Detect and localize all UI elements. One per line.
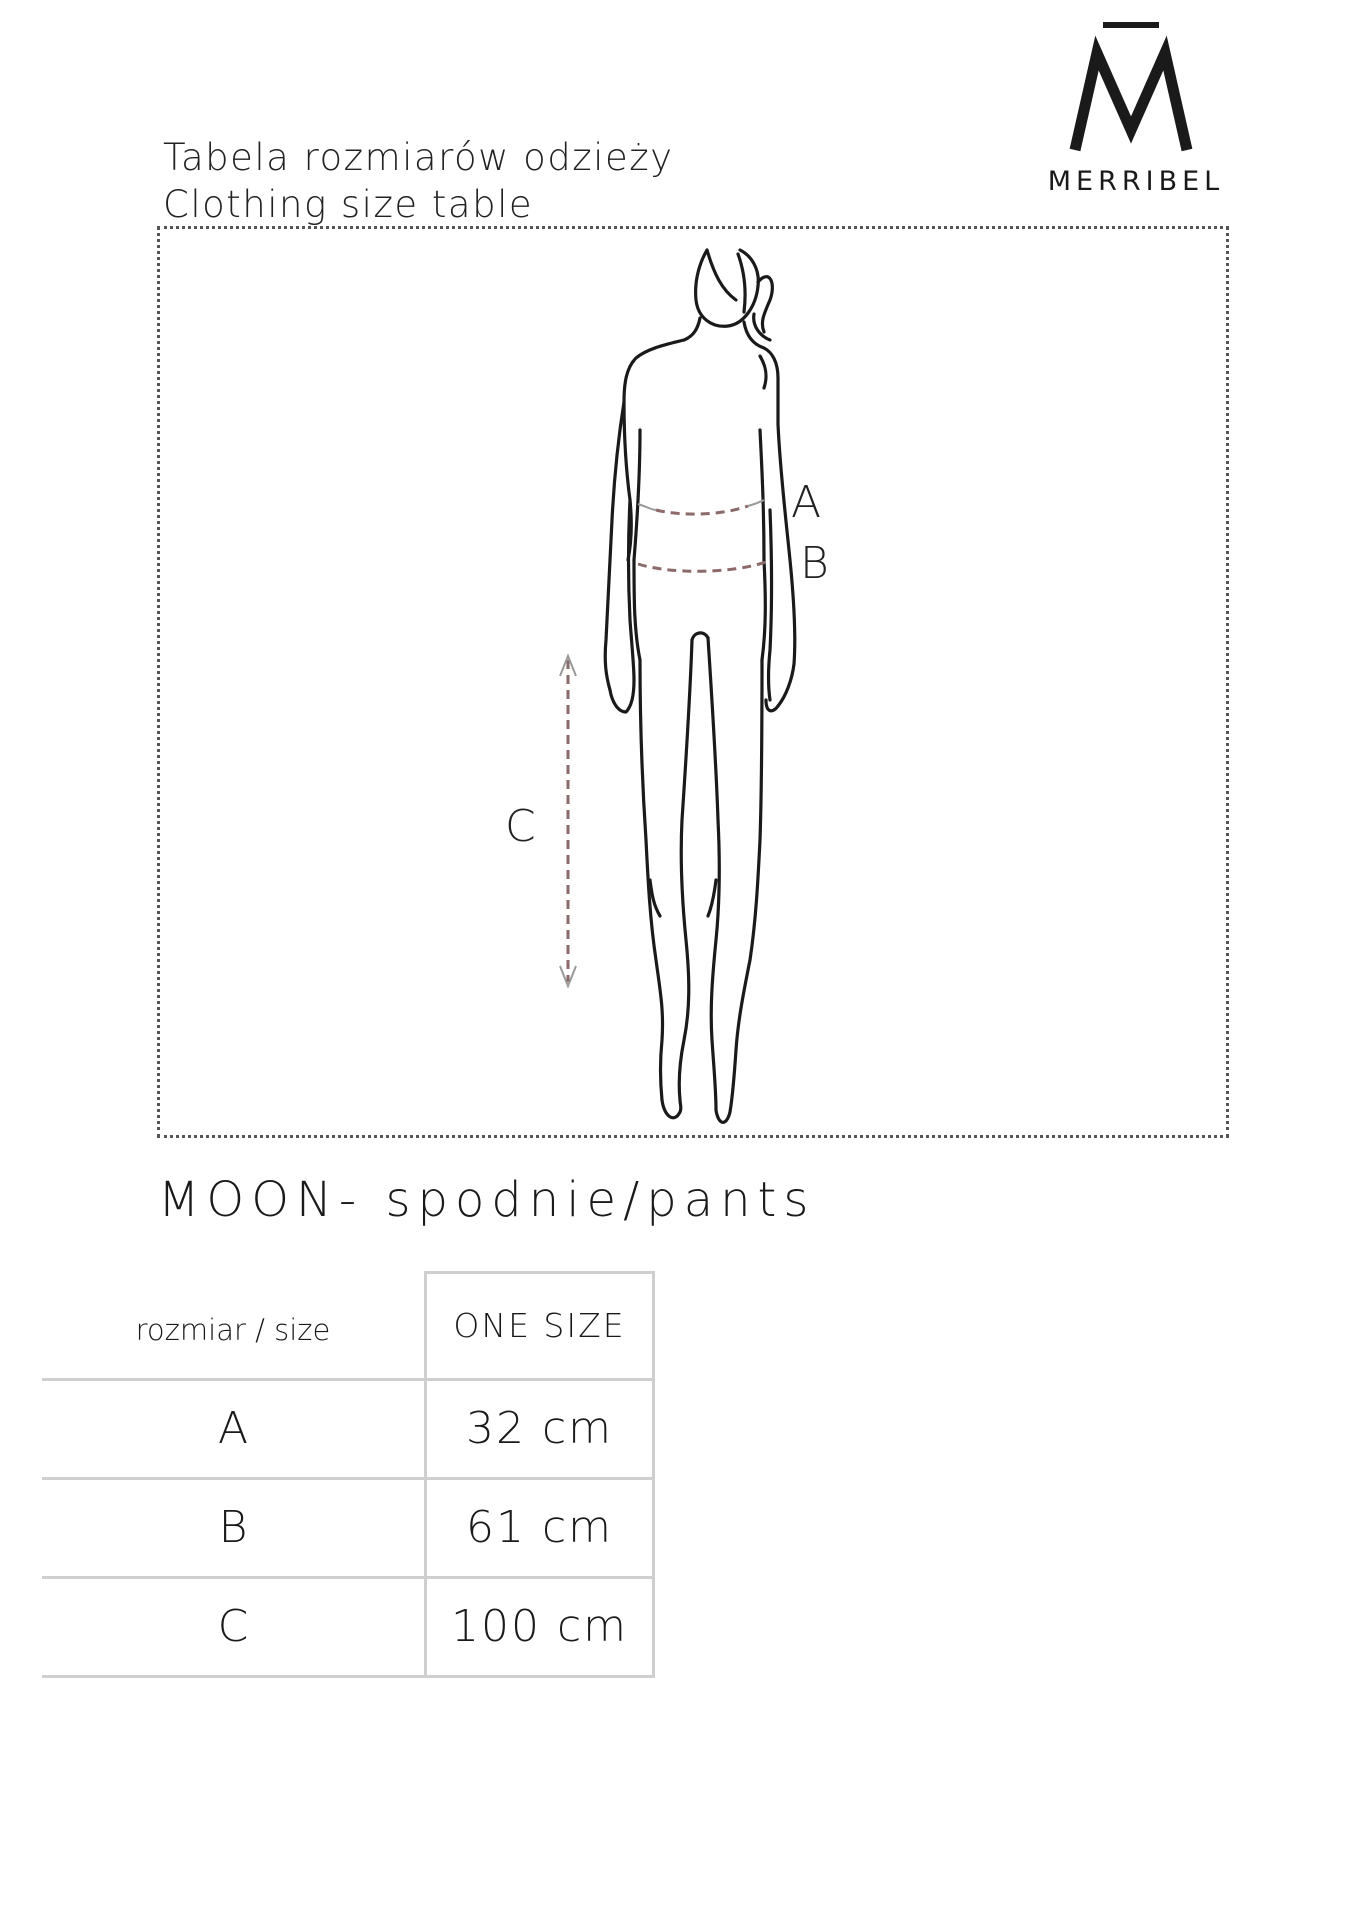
measure-label-c: C <box>505 801 536 852</box>
row-label: A <box>42 1379 426 1478</box>
heading-english: Clothing size table <box>163 183 534 226</box>
row-value: 100 cm <box>426 1577 654 1676</box>
row-label: C <box>42 1577 426 1676</box>
brand-name: MERRIBEL <box>1047 166 1225 197</box>
measure-label-a: A <box>791 477 822 528</box>
product-title: MOON- spodnie/pants <box>158 1172 816 1228</box>
figure-frame <box>157 226 1229 1138</box>
table-row <box>42 1478 654 1577</box>
row-label: B <box>42 1478 426 1577</box>
table-row <box>42 1379 654 1478</box>
row-value: 61 cm <box>426 1478 654 1577</box>
table-header-row <box>42 1273 654 1380</box>
page-heading <box>163 134 674 228</box>
table-row <box>42 1577 654 1676</box>
size-header-label: rozmiar / size <box>135 1313 331 1347</box>
measure-label-b: B <box>800 538 829 589</box>
heading-polish: Tabela rozmiarów odzieży <box>163 136 674 179</box>
row-value: 32 cm <box>426 1379 654 1478</box>
size-header-value: ONE SIZE <box>426 1273 654 1380</box>
size-table <box>42 1271 655 1678</box>
